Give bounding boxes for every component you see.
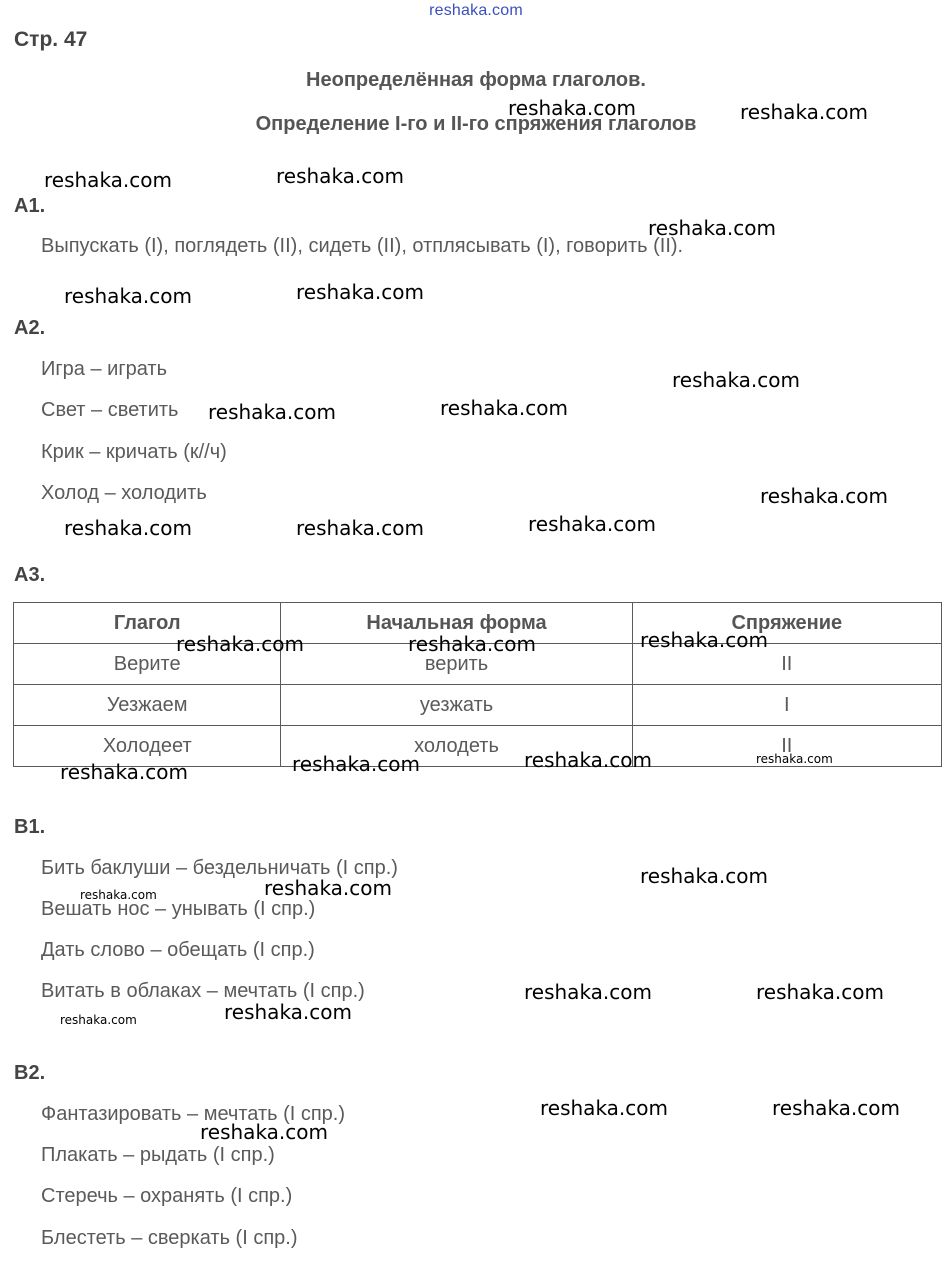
watermark: reshaka.com (296, 516, 424, 540)
watermark: reshaka.com (296, 280, 424, 304)
watermark: reshaka.com (224, 1000, 352, 1024)
header-infinitive: Начальная форма (281, 603, 632, 644)
watermark: reshaka.com (408, 632, 536, 656)
watermark: reshaka.com (648, 216, 776, 240)
watermark: reshaka.com (756, 752, 833, 766)
watermark: reshaka.com (276, 164, 404, 188)
cell-infinitive: верить (281, 644, 632, 685)
watermark: reshaka.com (208, 400, 336, 424)
section-b1-label: В1. (14, 816, 46, 838)
b2-line: Стеречь – охранять (I спр.) (41, 1185, 293, 1207)
section-a2-label: А2. (14, 317, 46, 339)
a2-line: Крик – кричать (к//ч) (41, 441, 227, 463)
section-a1-label: А1. (14, 195, 46, 217)
conjugation-table (13, 602, 942, 767)
cell-verb: Холодеет (14, 726, 281, 767)
watermark: reshaka.com (524, 980, 652, 1004)
b1-line: Витать в облаках – мечтать (I спр.) (41, 980, 365, 1002)
b2-line: Плакать – рыдать (I спр.) (41, 1144, 275, 1166)
watermark: reshaka.com (760, 484, 888, 508)
a2-line: Холод – холодить (41, 482, 207, 504)
a1-answer: Выпускать (I), поглядеть (II), сидеть (II), отплясывать (I), говорить (II). (41, 235, 684, 257)
watermark: reshaka.com (264, 876, 392, 900)
cell-conjugation: II (632, 644, 941, 685)
b2-line: Фантазировать – мечтать (I спр.) (41, 1103, 346, 1125)
a2-line: Игра – играть (41, 358, 168, 380)
cell-infinitive: холодеть (281, 726, 632, 767)
watermark: reshaka.com (540, 1096, 668, 1120)
watermark: reshaka.com (672, 368, 800, 392)
watermark: reshaka.com (756, 980, 884, 1004)
watermark: reshaka.com (440, 396, 568, 420)
b1-line: Дать слово – обещать (I спр.) (41, 939, 315, 961)
watermark: reshaka.com (200, 1120, 328, 1144)
watermark: reshaka.com (44, 168, 172, 192)
cell-infinitive: уезжать (281, 685, 632, 726)
watermark: reshaka.com (60, 1013, 137, 1027)
a2-line: Свет – светить (41, 399, 179, 421)
cell-verb: Уезжаем (14, 685, 281, 726)
watermark: reshaka.com (640, 864, 768, 888)
watermark: reshaka.com (508, 96, 636, 120)
watermark: reshaka.com (64, 516, 192, 540)
b2-line: Блестеть – сверкать (I спр.) (41, 1227, 298, 1249)
watermark: reshaka.com (528, 512, 656, 536)
header-conjugation: Спряжение (632, 603, 941, 644)
watermark: reshaka.com (176, 632, 304, 656)
watermark: reshaka.com (524, 748, 652, 772)
watermark: reshaka.com (772, 1096, 900, 1120)
cell-verb: Верите (14, 644, 281, 685)
table-row (14, 685, 942, 726)
section-a3-label: А3. (14, 564, 46, 586)
cell-conjugation: II (632, 726, 941, 767)
header-verb: Глагол (14, 603, 281, 644)
watermark: reshaka.com (292, 752, 420, 776)
watermark: reshaka.com (80, 888, 157, 902)
watermark: reshaka.com (640, 628, 768, 652)
b1-line: Вешать нос – унывать (I спр.) (41, 898, 316, 920)
section-b2-label: В2. (14, 1062, 46, 1084)
page-title: Неопределённая форма глаголов. (306, 69, 646, 91)
watermark: reshaka.com (60, 760, 188, 784)
page-subtitle: Определение I-го и II-го спряжения глаголов (255, 113, 697, 135)
watermark: reshaka.com (64, 284, 192, 308)
watermark: reshaka.com (740, 100, 868, 124)
cell-conjugation: I (632, 685, 941, 726)
top-watermark: reshaka.com (429, 2, 523, 19)
b1-line: Бить баклуши – бездельничать (I спр.) (41, 857, 398, 879)
page-number: Стр. 47 (14, 28, 88, 51)
